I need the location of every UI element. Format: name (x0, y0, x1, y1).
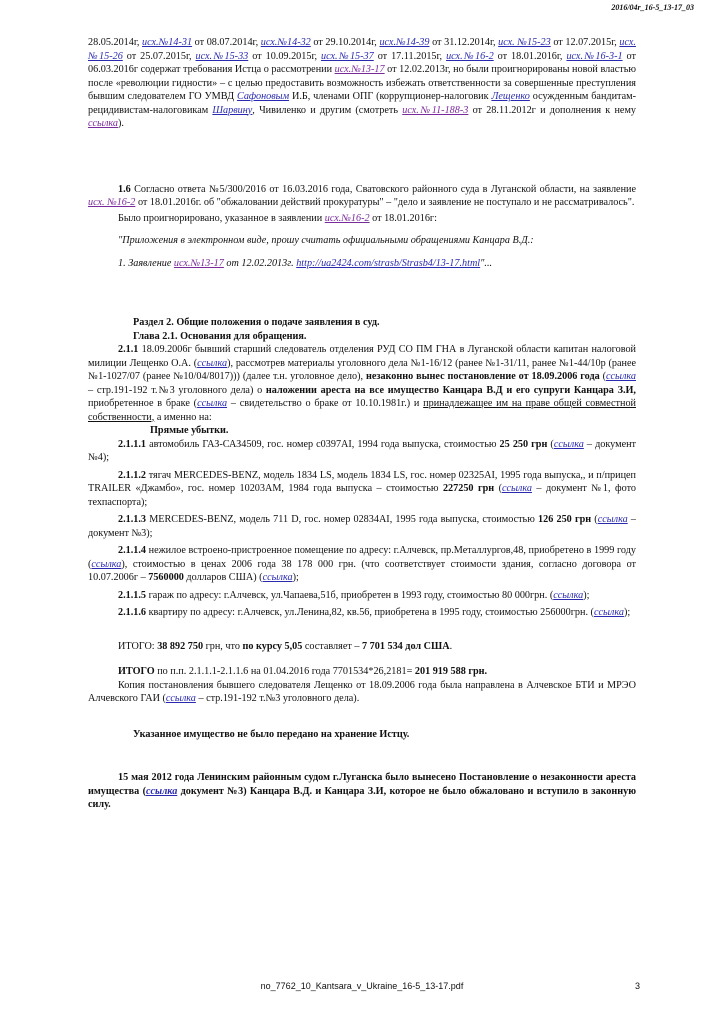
text: – свидетельство о браке от 10.10.1981г.) и (227, 398, 424, 409)
chapter-title: Глава 2.1. Основания для обращения. (133, 330, 307, 342)
spacer (88, 131, 636, 183)
footer-filename: no_7762_10_Kantsara_v_Ukraine_16-5_13-17.pdf (260, 981, 464, 991)
page-body (88, 36, 636, 812)
text-bold: 7 701 534 дол США (362, 640, 450, 652)
text: "... (480, 257, 493, 269)
spacer (88, 248, 636, 257)
item-2-1-1-2 (88, 469, 636, 510)
total-uah (88, 665, 636, 679)
text-bold: 25 250 грн (499, 438, 548, 450)
link-ref[interactable]: ссылка (553, 438, 584, 450)
text: ). (118, 118, 124, 129)
text: И.Б, членами ОПГ (коррупционер-налоговик (289, 91, 492, 102)
text: от 18.01.2016г: (369, 212, 437, 224)
link-16-2[interactable]: исх.№16-2 (446, 50, 494, 62)
spacer (88, 653, 636, 665)
link-ref[interactable]: ссылка (593, 607, 624, 618)
item-2-1-1-3 (88, 513, 636, 540)
text: 28.05.2014г, (88, 37, 143, 48)
paragraph-court-ruling (88, 771, 636, 812)
link-14-39[interactable]: исх.№14-39 (379, 37, 430, 48)
text-bold: 38 892 750 (157, 640, 204, 652)
link-16-2[interactable]: исх.№16-2 (324, 212, 370, 224)
item-2-1-1-6 (88, 606, 636, 620)
text: от 08.07.2014г, (192, 37, 261, 48)
link-ref[interactable]: ссылка (262, 572, 293, 583)
text: MERCEDES-BENZ, модель 711 D, гос. номер 02834АI, 1995 года выпуска, стоимостью (146, 514, 538, 525)
text: 1. Заявление (118, 257, 174, 269)
text: грн, что (203, 640, 243, 652)
text: квартиру по адресу: г.Алчевск, ул.Ленина,82, кв.56, приобретена в 1995 году, стоимостью 256000грн. ( (146, 607, 594, 618)
item-number: 1.6 (118, 183, 131, 195)
document-id-header: 2016/04r_16-5_13-17_03 (611, 3, 694, 12)
text: от 10.09.2015г, (248, 50, 321, 62)
text: долларов США) ( (183, 572, 263, 583)
direct-losses-heading: Прямые убытки. (150, 425, 229, 436)
text-bold: 201 919 588 грн. (414, 666, 488, 677)
item-number: 2.1.1.6 (118, 607, 147, 618)
item-number: 2.1.1.1 (118, 438, 147, 450)
quote-attachments: "Приложения в электронном виде, прошу считать официальными обращениями Канцара В.Д.: (118, 235, 534, 246)
text: от 31.12.2014г, (429, 37, 499, 48)
item-number: 2.1.1.3 (118, 514, 147, 525)
spacer (88, 706, 636, 728)
link-leshchenko[interactable]: Лещенко (491, 91, 530, 102)
link-sharvin[interactable]: Шарвину (212, 104, 253, 116)
text: от 18.01.2016г. об "обжаловании действий прокуратуры" – "дело и заявление не поступало и не рассматривалось". (135, 197, 635, 208)
paragraph-copy-sent (88, 679, 636, 706)
link-ref[interactable]: ссылка (597, 514, 628, 525)
text-bold: документ №3) Канцара В.Д. и Канцара З.И, которое не было обжаловано и вступило в законную силу. (88, 785, 636, 810)
spacer (88, 741, 636, 771)
text-bold: наложении ареста на все имущество Канцара В.Д и его супруги Канцара З.И, (265, 384, 636, 396)
text: ); (583, 589, 590, 601)
link-addendum[interactable]: ссылка (88, 118, 118, 129)
not-transferred-note: Указанное имущество не было передано на хранение Истцу. (133, 728, 410, 740)
text: – документ №3); (88, 514, 636, 539)
text: от 28.11.2012г и дополнения к нему (468, 104, 636, 116)
total-usd (88, 640, 636, 654)
page-number: 3 (634, 981, 640, 991)
link-ref[interactable]: ссылка (145, 785, 178, 797)
text-bold: 227250 грн (442, 483, 495, 494)
text-bold: ИТОГО (118, 666, 155, 677)
link-14-31[interactable]: исх.№14-31 (142, 37, 193, 48)
link-ref[interactable]: ссылка (553, 589, 584, 601)
item-number: 2.1.1 (118, 344, 139, 355)
text: – документ №1, фото техпаспорта); (88, 483, 636, 508)
text: от 29.10.2014г, (310, 37, 380, 48)
link-ref[interactable]: ссылка (197, 398, 228, 409)
link-ref[interactable]: ссылка (91, 558, 122, 570)
link-safonov[interactable]: Сафоновым (236, 91, 290, 102)
link-15-37[interactable]: исх.№15-37 (320, 50, 374, 62)
link-16-3-1[interactable]: исх.№16-3-1 (566, 50, 623, 62)
text: ( (494, 483, 502, 494)
link-15-26[interactable]: исх.№15-26 (88, 37, 636, 62)
text: от 12.02.2013г. (223, 257, 297, 269)
spacer (88, 225, 636, 234)
text: . (449, 640, 453, 652)
link-15-33[interactable]: исх.№15-33 (195, 50, 249, 62)
quote-item-1 (88, 257, 636, 271)
text-underlined: принадлежащее им на праве общей совместной собственности, (88, 398, 636, 423)
text-bold: по курсу 5,05 (242, 640, 303, 652)
text: ИТОГО: (118, 640, 158, 652)
paragraph-ignored (88, 212, 636, 226)
text: ), рассмотрев материалы уголовного дела №1-16/12 (ранее №1-31/11, ранее №1-44/10р (ранее №1-1027/07 (ранее №10/04/8017))) (далее т.н. уголовное дело), (88, 357, 636, 382)
text: от 18.01.2016г, (493, 50, 567, 62)
text: – стр.191-192 т.№3 уголовного дела). (195, 693, 360, 704)
text: 18.09.2006г бывший старший следователь отделения РУД СО ПМ ГНА в Луганской области капитан налоговой милиции Лещенко О.А. ( (88, 344, 636, 369)
text: от 25.07.2015г, (122, 50, 196, 62)
section-title: Раздел 2. Общие положения о подаче заявления в суд. (133, 317, 380, 328)
link-11-188-3[interactable]: исх.№11-188-3 (402, 104, 469, 116)
text: ), стоимостью в ценах 2006 года 38 178 000 грн. (что соответствует стоимости здания, согласно договора от 10.07.2006г – (88, 558, 636, 583)
text: автомобиль ГАЗ-САЗ4509, гос. номер с0397АI, 1994 года выпуска, стоимостью (146, 438, 500, 450)
text: ); (623, 607, 631, 618)
link-url-13-17[interactable]: http://ua2424.com/strasb/Strasb4/13-17.html (296, 257, 481, 269)
link-ref[interactable]: ссылка (606, 371, 636, 382)
text: от 06.03.2016г содержат требования Истца о рассмотрении (88, 50, 636, 75)
link-14-32[interactable]: исх.№14-32 (260, 37, 311, 48)
text: Было проигнорировано, указанное в заявлении (118, 212, 325, 224)
text: по п.п. 2.1.1.1-2.1.1.6 на 01.04.2016 года 7701534*26,2181= (154, 666, 415, 677)
item-number: 2.1.1.4 (118, 545, 147, 556)
paragraph-2-1-1 (88, 343, 636, 424)
text: ( (599, 371, 606, 382)
text: от 17.11.2015г, (373, 50, 447, 62)
text: ( (591, 514, 598, 525)
text: – документ №4); (88, 438, 636, 463)
spacer (88, 270, 636, 316)
paragraph-complaints-list (88, 36, 636, 131)
item-2-1-1-5 (88, 589, 636, 603)
text: нежилое встроено-пристроенное помещение по адресу: г.Алчевск, пр.Металлургов,48, приобретено в 1999 году ( (88, 545, 636, 570)
text: составляет – (302, 640, 362, 652)
text: , Чивиленко и другим (смотреть (252, 104, 403, 116)
link-ref[interactable]: ссылка (165, 693, 196, 704)
text: Согласно ответа №5/300/2016 от 16.03.2016 года, Сватовского районного суда в Луганской области, на заявление (130, 183, 636, 195)
link-16-2[interactable]: исх. №16-2 (88, 197, 136, 208)
text: ); (292, 572, 299, 583)
text: а именно на: (154, 411, 212, 423)
text: от 12.02.2013г, но были проигнорированы новой властью после «революции гидности» – с целью предоставить возможность избежать ответственности за совершенные преступления бывшим следователем ГО УМВД (88, 64, 636, 102)
link-ref[interactable]: ссылка (501, 483, 532, 494)
text: осужденным бандитам-рецидивистам-налоговикам (88, 91, 636, 116)
item-2-1-1-4 (88, 544, 636, 585)
spacer (88, 620, 636, 640)
text-bold: незаконно вынес постановление от 18.09.2006 года (365, 371, 600, 382)
text-bold: 7560000 (148, 572, 184, 583)
text: от 12.07.2015г, (550, 37, 620, 48)
text: приобретенное в браке ( (88, 398, 198, 409)
item-number: 2.1.1.2 (118, 469, 147, 481)
text-bold: 15 мая 2012 года Ленинским районным судом г.Луганска было вынесено Постановление о незаконности ареста имущества ( (88, 772, 636, 797)
paragraph-1-6 (88, 183, 636, 210)
link-15-23[interactable]: исх. №15-23 (498, 37, 551, 48)
text: тягач MERCEDES-BENZ, модель 1834 LS, модель 1834 LS, гос. номер 02325АI, 1995 года выпуска,, и п/прицеп TRAILER «Джамбо», гос. номер 10203АМ, 1984 года выпуска – стоимостью (88, 469, 636, 494)
link-13-17[interactable]: исх.№13-17 (173, 257, 224, 269)
text: Копия постановления бывшего следователя Лещенко от 18.09.2006 года была направлена в Алчевское БТИ и МРЭО Алчевского ГАИ ( (88, 679, 636, 704)
link-13-17[interactable]: исх.№13-17 (334, 64, 385, 75)
text-bold: 126 250 грн (538, 514, 592, 525)
text: – стр.191-192 т.№3 уголовного дела) о (88, 384, 266, 396)
text: ( (547, 438, 554, 450)
link-ref[interactable]: ссылка (197, 357, 228, 369)
item-number: 2.1.1.5 (118, 589, 147, 601)
item-2-1-1-1 (88, 438, 636, 465)
text: гараж по адресу: г.Алчевск, ул.Чапаева,51б, приобретен в 1993 году, стоимостью 80 000грн. ( (146, 589, 554, 601)
